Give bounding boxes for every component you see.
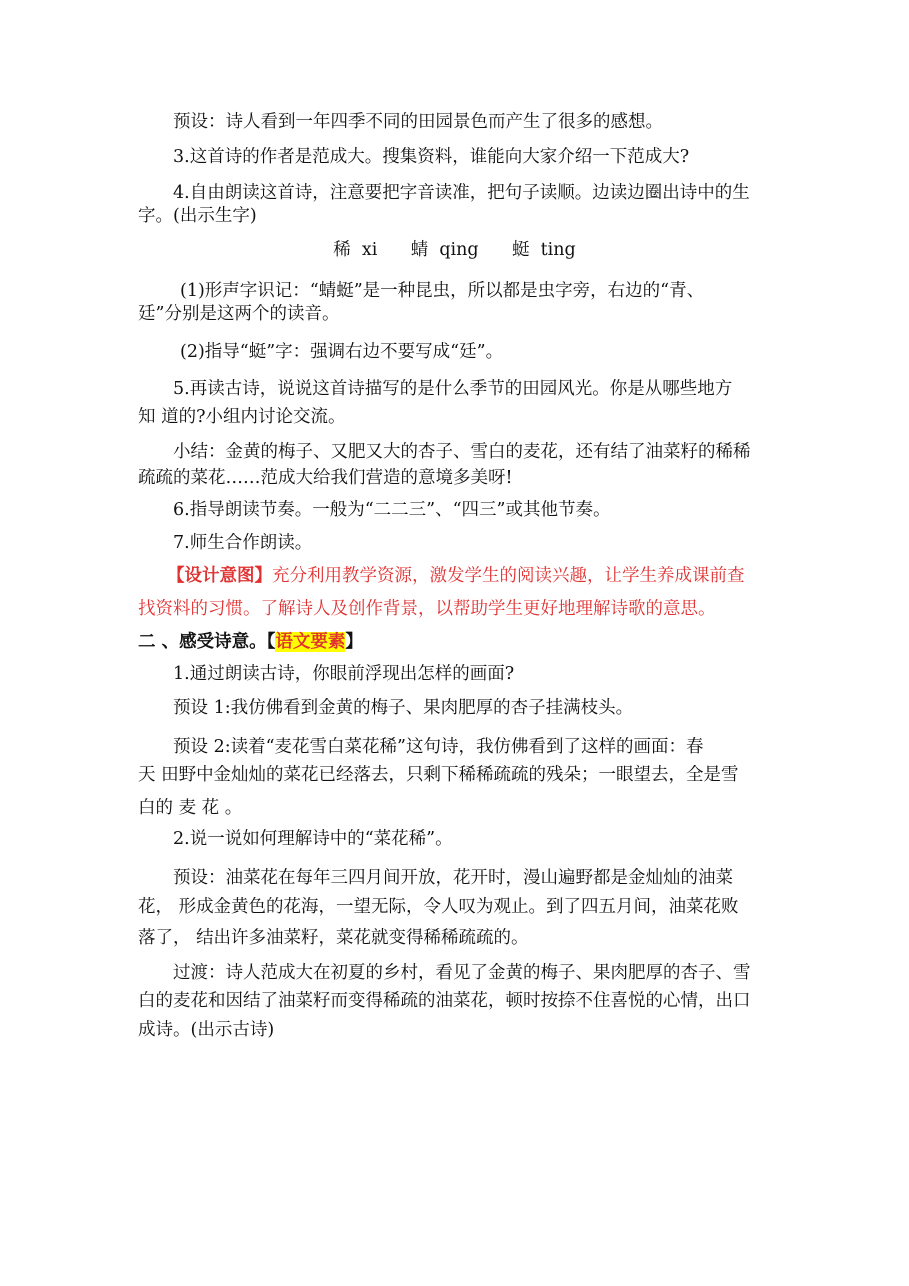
section-heading (138, 630, 778, 654)
section-title: 二 、感受诗意。 (138, 632, 267, 652)
section-tag-badge: 语文要素 (275, 632, 346, 652)
design-intent-line: 找资料的习惯。了解诗人及创作背景，以帮助学生更好地理解诗歌的意思。 (138, 599, 716, 619)
paragraph-line: 天 田野中金灿灿的菜花已经落去，只剩下稀稀疏疏的残朵；一眼望去，全是雪 (138, 765, 739, 785)
new-characters-line: 稀 xi 蜻 qing 蜓 ting (333, 240, 576, 260)
paragraph-line: 成诗。(出示古诗) (138, 1020, 275, 1040)
paragraph-line: 2.说一说如何理解诗中的“菜花稀”。 (173, 829, 453, 849)
section-bracket-close: 】 (345, 632, 363, 652)
paragraph-line: 落了， 结出许多油菜籽，菜花就变得稀稀疏疏的。 (138, 928, 529, 948)
paragraph-line: 预设 1:我仿佛看到金黄的梅子、果肉肥厚的杏子挂满枝头。 (173, 698, 634, 718)
design-intent-line (167, 564, 772, 588)
design-intent-label: 【设计意图】 (167, 566, 272, 586)
paragraph-line: 5.再读古诗，说说这首诗描写的是什么季节的田园风光。你是从哪些地方 (173, 379, 733, 399)
paragraph-line: 预设 2:读着“麦花雪白菜花稀”这句诗，我仿佛看到了这样的画面：春 (173, 737, 704, 757)
paragraph-line: 3.这首诗的作者是范成大。搜集资料，谁能向大家介绍一下范成大? (173, 147, 690, 167)
paragraph-line: 4.自由朗读这首诗，注意要把字音读准，把句子读顺。边读边圈出诗中的生 (173, 183, 750, 203)
paragraph-line: 白的 麦 花 。 (138, 798, 243, 818)
paragraph-line: 白的麦花和因结了油菜籽而变得稀疏的油菜花，顿时按捺不住喜悦的心情，出口 (138, 991, 751, 1011)
paragraph-line: 廷”分别是这两个的读音。 (138, 304, 340, 324)
paragraph-line: 预设：油菜花在每年三四月间开放，花开时，漫山遍野都是金灿灿的油菜 (173, 868, 733, 888)
section-bracket-open: 【 (266, 632, 276, 652)
paragraph-line: 预设：诗人看到一年四季不同的田园景色而产生了很多的感想。 (173, 112, 663, 132)
paragraph-line: 小结：金黄的梅子、又肥又大的杏子、雪白的麦花，还有结了油菜籽的稀稀 (173, 442, 751, 462)
paragraph-line: 过渡：诗人范成大在初夏的乡村，看见了金黄的梅子、果肉肥厚的杏子、雪 (173, 963, 751, 983)
paragraph-line: 7.师生合作朗读。 (173, 533, 313, 553)
paragraph-line: 1.通过朗读古诗，你眼前浮现出怎样的画面? (173, 664, 515, 684)
paragraph-line: (1)形声字识记：“蜻蜓”是一种昆虫，所以都是虫字旁，右边的“青、 (180, 281, 705, 301)
paragraph-line: 花， 形成金黄色的花海，一望无际，令人叹为观止。到了四五月间，油菜花败 (138, 897, 739, 917)
paragraph-line: 疏疏的菜花……范成大给我们营造的意境多美呀! (138, 468, 513, 488)
paragraph-line: 字。(出示生字) (138, 206, 257, 226)
paragraph-line: 知 道的?小组内讨论交流。 (138, 407, 346, 427)
paragraph-line: 6.指导朗读节奏。一般为“二二三”、“四三”或其他节奏。 (173, 500, 611, 520)
paragraph-line: (2)指导“蜓”字：强调右边不要写成“廷”。 (180, 342, 504, 362)
design-intent-text: 充分利用教学资源，激发学生的阅读兴趣，让学生养成课前查 (272, 566, 745, 586)
